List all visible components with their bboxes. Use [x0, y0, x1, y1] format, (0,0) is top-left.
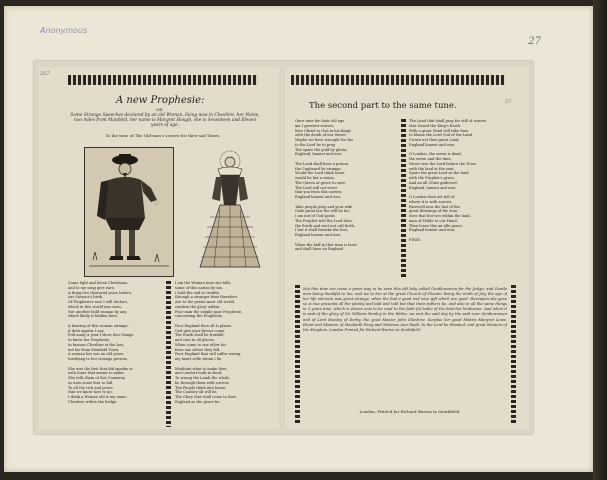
- verse-line: Poor man the simple poor Prophesie,: [175, 309, 243, 314]
- verse-line: as unto some fear to fall,: [68, 380, 114, 385]
- left-column-a: [68, 281, 164, 405]
- prose-block: Not this time are come a great way to be seen this old lady called Gentlewoman for the Judge; and Gentle man being thankful to her, and we to her at the great Church of Chester being the ninth of July the age of her life wherein was great strange, when the had a good and wise gift which are good. Hereupon she gave so is two presents all the plainly and told and told but that them fathers be, and also in all the same things in 3 years time, which is eleven now to be read to the faith ful bodie of the best her kindnesse. And when it is said of the glory of Sir William Stanley in the Wittie, we met the said day by the said sure Gentlewoman and of Lord Stanley of Derby, the good Master John Cheshire, Surplus her good Mistris Margret Lowe, Hurst and Masters of Mauldeth Fewy and Mistress Ann Rudd. In the Lord be thanked, and great Mastors of the Kingdom. London Printed for Richard Burton in Smithfield.: [303, 287, 507, 332]
- album-page: [4, 6, 593, 472]
- verse-line: Poor England then all is plaine,: [175, 323, 233, 328]
- verse-line: Mee Christ to God in his Kings: [295, 128, 352, 133]
- verse-line: man of Noble to our Hand,: [409, 218, 458, 223]
- second-part-title: The second part to the same tune.: [309, 101, 457, 111]
- verse-line: Would the Lord think loose,: [295, 171, 346, 176]
- verse-line: Are to the praise most old world,: [175, 300, 236, 304]
- verse-line: from our selves they fall,: [175, 347, 221, 352]
- verse-line: Meditate what to make thee,: [175, 366, 228, 371]
- verse-line: Crown not thee great Land,: [409, 138, 460, 142]
- verse-line: O London, the seven is dead,: [409, 152, 462, 157]
- verse-line: England, lament and woe,: [409, 185, 457, 190]
- verse-line: FINIS.: [409, 237, 421, 242]
- verse-line: the seven and the time,: [409, 157, 452, 161]
- verse-line: She was the first that did speake to: [68, 366, 133, 371]
- pencil-annotation: Anonymous: [40, 26, 88, 35]
- verse-line: great blessings of the true,: [409, 209, 459, 214]
- verse-line: would be her a swine,: [295, 176, 335, 180]
- book-binding: [593, 0, 607, 480]
- verse-line: The Lord will not sever: [295, 185, 338, 190]
- right-column-b: [409, 119, 519, 243]
- verse-line: The Land shall have a poison,: [295, 161, 350, 166]
- verse-line: Farewell now the last of the: [409, 204, 460, 209]
- verse-line: which likely is hidden here,: [68, 314, 119, 319]
- verse-line: that you from this sorrow,: [295, 190, 343, 195]
- ballad-subtitle: Some Strange Speeches declared by an old Woman, living now in Cheshire, her Name, two miles from Manfield, her name is Margret Hough, she is Seventeen and Eleven years of age.: [70, 113, 260, 129]
- verse-line: With a great Wind will take thee,: [409, 128, 470, 133]
- ballad-title: A new Prophesie:: [116, 95, 205, 106]
- verse-line: Once time for their old age: [295, 119, 345, 123]
- verse-line: England lament and woe,: [295, 233, 342, 237]
- imprint-line: London, Printed for Richard Burton in Smithfield.: [359, 409, 461, 414]
- verse-line: Never was the Lord before the Town,: [409, 161, 477, 166]
- verse-line: The spare the gold by gloria,: [295, 147, 348, 152]
- verse-line: O London thou art full of: [409, 195, 455, 199]
- verse-line: which in this world was seen,: [68, 304, 122, 309]
- verse-line: The Land that shall pray for still of sorrow: [409, 119, 487, 123]
- verse-line: I am the Woman here she falls,: [175, 281, 232, 285]
- verse-line: it doth appear I say.: [68, 328, 105, 333]
- verse-line: Then leave this an idle grave,: [409, 223, 463, 228]
- verse-line: The Earth shall be fruitfull,: [175, 333, 225, 338]
- verse-line: I but it shall forsake the love,: [295, 228, 349, 233]
- verse-line: Of Prophesies now I will declare,: [68, 300, 129, 304]
- verse-line: some of this nation by me.: [175, 285, 224, 290]
- verse-line: the Cupboard be strange,: [295, 166, 342, 171]
- verse-line: God give your favour come,: [175, 328, 226, 333]
- verse-line: and shall have no England: [295, 247, 344, 252]
- verse-line: A hearing of this woman strange,: [68, 323, 129, 328]
- verse-line: I am not of God spent,: [295, 214, 336, 218]
- verse-line: to the Lord be to pray,: [295, 142, 336, 147]
- verse-line: A thing two thousand years before,: [68, 290, 133, 295]
- broadside-sheet: [34, 61, 533, 434]
- verse-line: I think a Woman old is my name,: [68, 395, 128, 399]
- verse-line: Now that but two within the land,: [409, 214, 471, 218]
- verse-line: Spare the great Lord as the land: [409, 171, 469, 176]
- verse-line: When the half in that time is born: [295, 242, 357, 247]
- verse-line: the Earth and sent not call forth,: [295, 223, 355, 228]
- margin-number: 57: [505, 99, 512, 105]
- woodcut-woman: [190, 147, 270, 275]
- verse-line: To wrong the Lamb the whole,: [175, 376, 231, 380]
- verse-line: I hold the end to testifie,: [175, 290, 220, 295]
- verse-line: and comfort both in deed,: [175, 371, 223, 376]
- tune-line: To the tune of The Old-man's sorrow for their sad Times.: [105, 133, 221, 138]
- verse-line: am I greatest sorrow,: [295, 123, 334, 128]
- verse-line: In famous Cheshire at the last,: [68, 342, 125, 347]
- verse-line: where it is with sorrow,: [409, 199, 452, 204]
- left-column-b: [175, 281, 273, 405]
- man-figure-icon: [85, 148, 173, 276]
- verse-line: A woman her son an old yeare,: [68, 352, 125, 357]
- verse-line: Poor England that will suffer wrong,: [175, 352, 242, 357]
- verse-line: Cheshire within the hedge.: [68, 399, 118, 404]
- sheet-number: 257: [40, 71, 50, 77]
- verse-line: Not another bold woman by any: [68, 309, 127, 314]
- verse-line: Come light and listen Christians,: [68, 281, 128, 285]
- prose-border-left: [295, 285, 300, 423]
- top-ornament-bar: [68, 75, 258, 85]
- verse-line: confirm the glory within.: [175, 304, 221, 309]
- verse-line: England lament and woe,: [409, 228, 456, 233]
- verse-line: and to my song give eare,: [68, 285, 116, 290]
- verse-line: with the death of our Sweet,: [295, 133, 347, 138]
- verse-line: testifying to her strange growne,: [68, 357, 129, 361]
- verse-line: The People think into heare,: [175, 385, 227, 390]
- verse-line: To all the rich and poore: [68, 385, 113, 390]
- verse-line: Full many a year I shew thee things: [68, 333, 134, 338]
- verse-line: And an all Cities gathered,: [409, 180, 458, 185]
- verse-line: concerning the Prophesie,: [175, 314, 223, 319]
- verse-line: When come to one other for: [175, 342, 227, 347]
- verse-line: to know her Prophesie,: [68, 338, 111, 342]
- verse-line: The Prophet told the Lord then,: [295, 218, 353, 223]
- verse-line: The Glory that shall come to thee,: [175, 395, 238, 399]
- verse-line: with foure that meant to make,: [68, 371, 125, 376]
- right-column-a: [295, 119, 399, 252]
- verse-line: be through them with sorrow,: [175, 380, 230, 385]
- title-or: OR: [156, 107, 163, 112]
- verse-line: through a stranger time therefore,: [175, 295, 239, 300]
- prose-border-right: [511, 285, 516, 423]
- chain-divider: [401, 119, 406, 279]
- woman-figure-icon: [190, 147, 270, 275]
- verse-line: England as the grave be.: [175, 399, 221, 404]
- verse-line: Gods great law the will be for,: [295, 209, 350, 214]
- top-ornament-bar: [291, 75, 505, 85]
- verse-line: that we know how to go,: [68, 390, 113, 395]
- verse-line: Take people pray and your wife,: [295, 204, 354, 209]
- verse-line: not far from Manfield Town,: [68, 347, 120, 352]
- verse-line: with the land at the seat,: [409, 166, 455, 171]
- right-leaf: [285, 67, 529, 429]
- chain-divider: [166, 281, 171, 427]
- verse-line: that Sword the King's Earth: [409, 123, 461, 128]
- woodcut-man: [84, 147, 174, 277]
- verse-line: She tells them of this Countrey,: [68, 376, 126, 380]
- verse-line: and sore in all places,: [175, 338, 215, 342]
- verse-line: my heart selfe whom I lie,: [175, 357, 223, 361]
- verse-line: The Queen of grace to save.: [295, 180, 347, 185]
- verse-line: England lament and woe,: [295, 195, 342, 199]
- folio-number: 27: [528, 36, 541, 47]
- verse-line: England lament and woe,: [409, 142, 456, 147]
- verse-line: England, lament and woe,: [295, 152, 343, 157]
- verse-line: Maybe we have wrought for the: [295, 138, 354, 142]
- verse-line: with the Prophet's grace,: [409, 176, 456, 180]
- verse-line: our Saviour's birth,: [68, 295, 104, 300]
- verse-line: to blame the Lord God of the Land.: [409, 133, 474, 138]
- left-leaf: [38, 67, 279, 429]
- verse-line: The Country all will be,: [175, 390, 218, 395]
